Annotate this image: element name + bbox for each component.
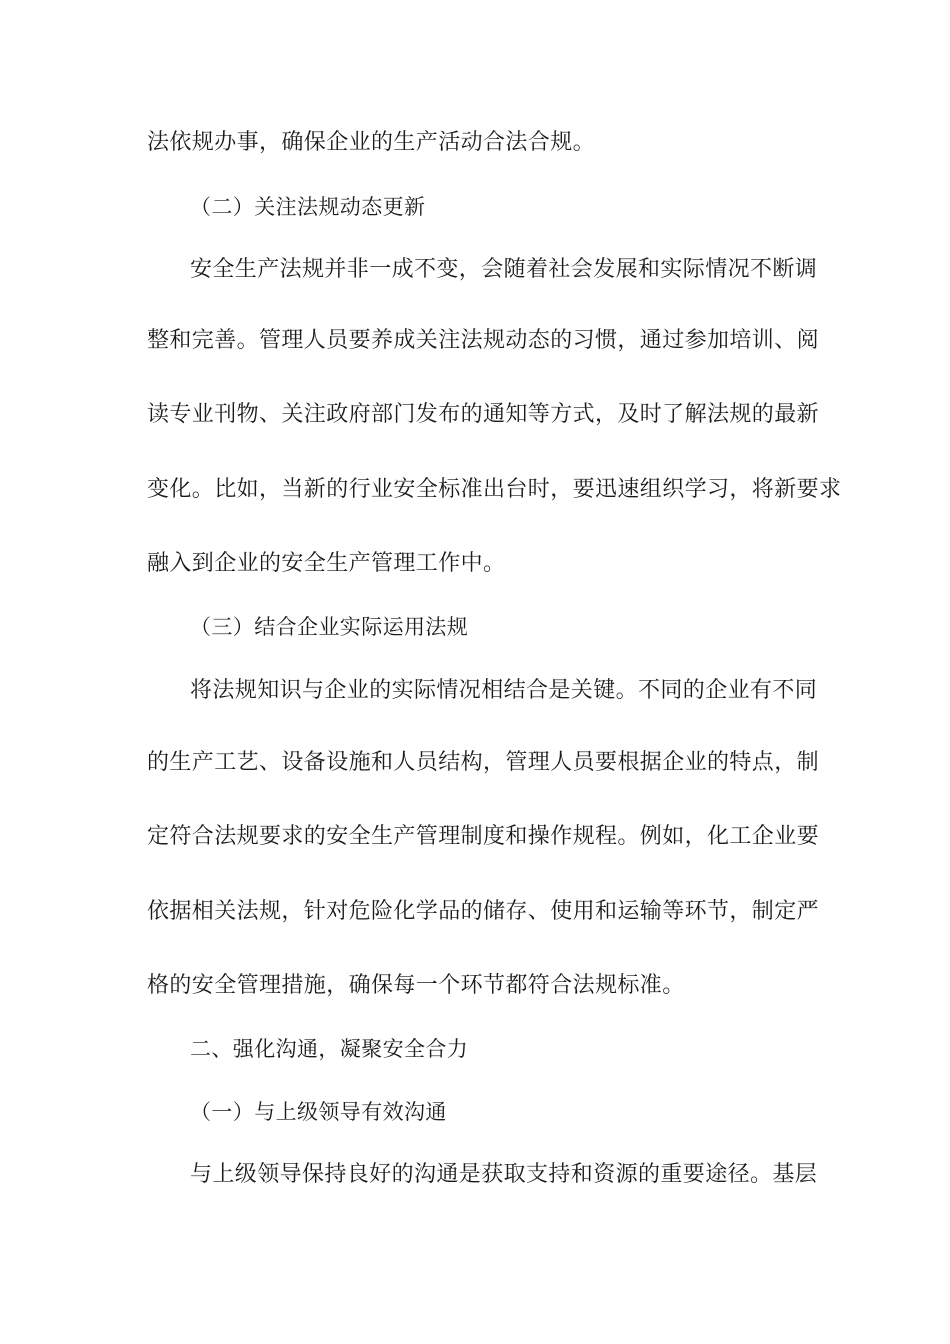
paragraph-line: 法依规办事，确保企业的生产活动合法合规。 <box>147 130 596 155</box>
paragraph-line: 安全生产法规并非一成不变，会随着社会发展和实际情况不断调 <box>190 257 818 282</box>
paragraph-line: 变化。比如，当新的行业安全标准出台时，要迅速组织学习，将新要求 <box>147 477 842 502</box>
section-heading: （二）关注法规动态更新 <box>190 195 426 219</box>
paragraph-line: 整和完善。管理人员要养成关注法规动态的习惯，通过参加培训、阅 <box>147 328 820 353</box>
paragraph-line: 的生产工艺、设备设施和人员结构，管理人员要根据企业的特点，制 <box>147 750 820 775</box>
paragraph-line: 与上级领导保持良好的沟通是获取支持和资源的重要途径。基层 <box>190 1162 818 1187</box>
paragraph-line: 将法规知识与企业的实际情况相结合是关键。不同的企业有不同 <box>190 678 818 703</box>
section-heading: （一）与上级领导有效沟通 <box>190 1100 447 1124</box>
paragraph-line: 读专业刊物、关注政府部门发布的通知等方式，及时了解法规的最新 <box>147 402 820 427</box>
section-heading: 二、强化沟通，凝聚安全合力 <box>190 1037 469 1061</box>
paragraph-line: 定符合法规要求的安全生产管理制度和操作规程。例如，化工企业要 <box>147 824 820 849</box>
section-heading: （三）结合企业实际运用法规 <box>190 615 469 639</box>
paragraph-line: 格的安全管理措施，确保每一个环节都符合法规标准。 <box>147 973 685 998</box>
paragraph-line: 融入到企业的安全生产管理工作中。 <box>147 551 506 576</box>
paragraph-line: 依据相关法规，针对危险化学品的储存、使用和运输等环节，制定严 <box>147 899 820 924</box>
